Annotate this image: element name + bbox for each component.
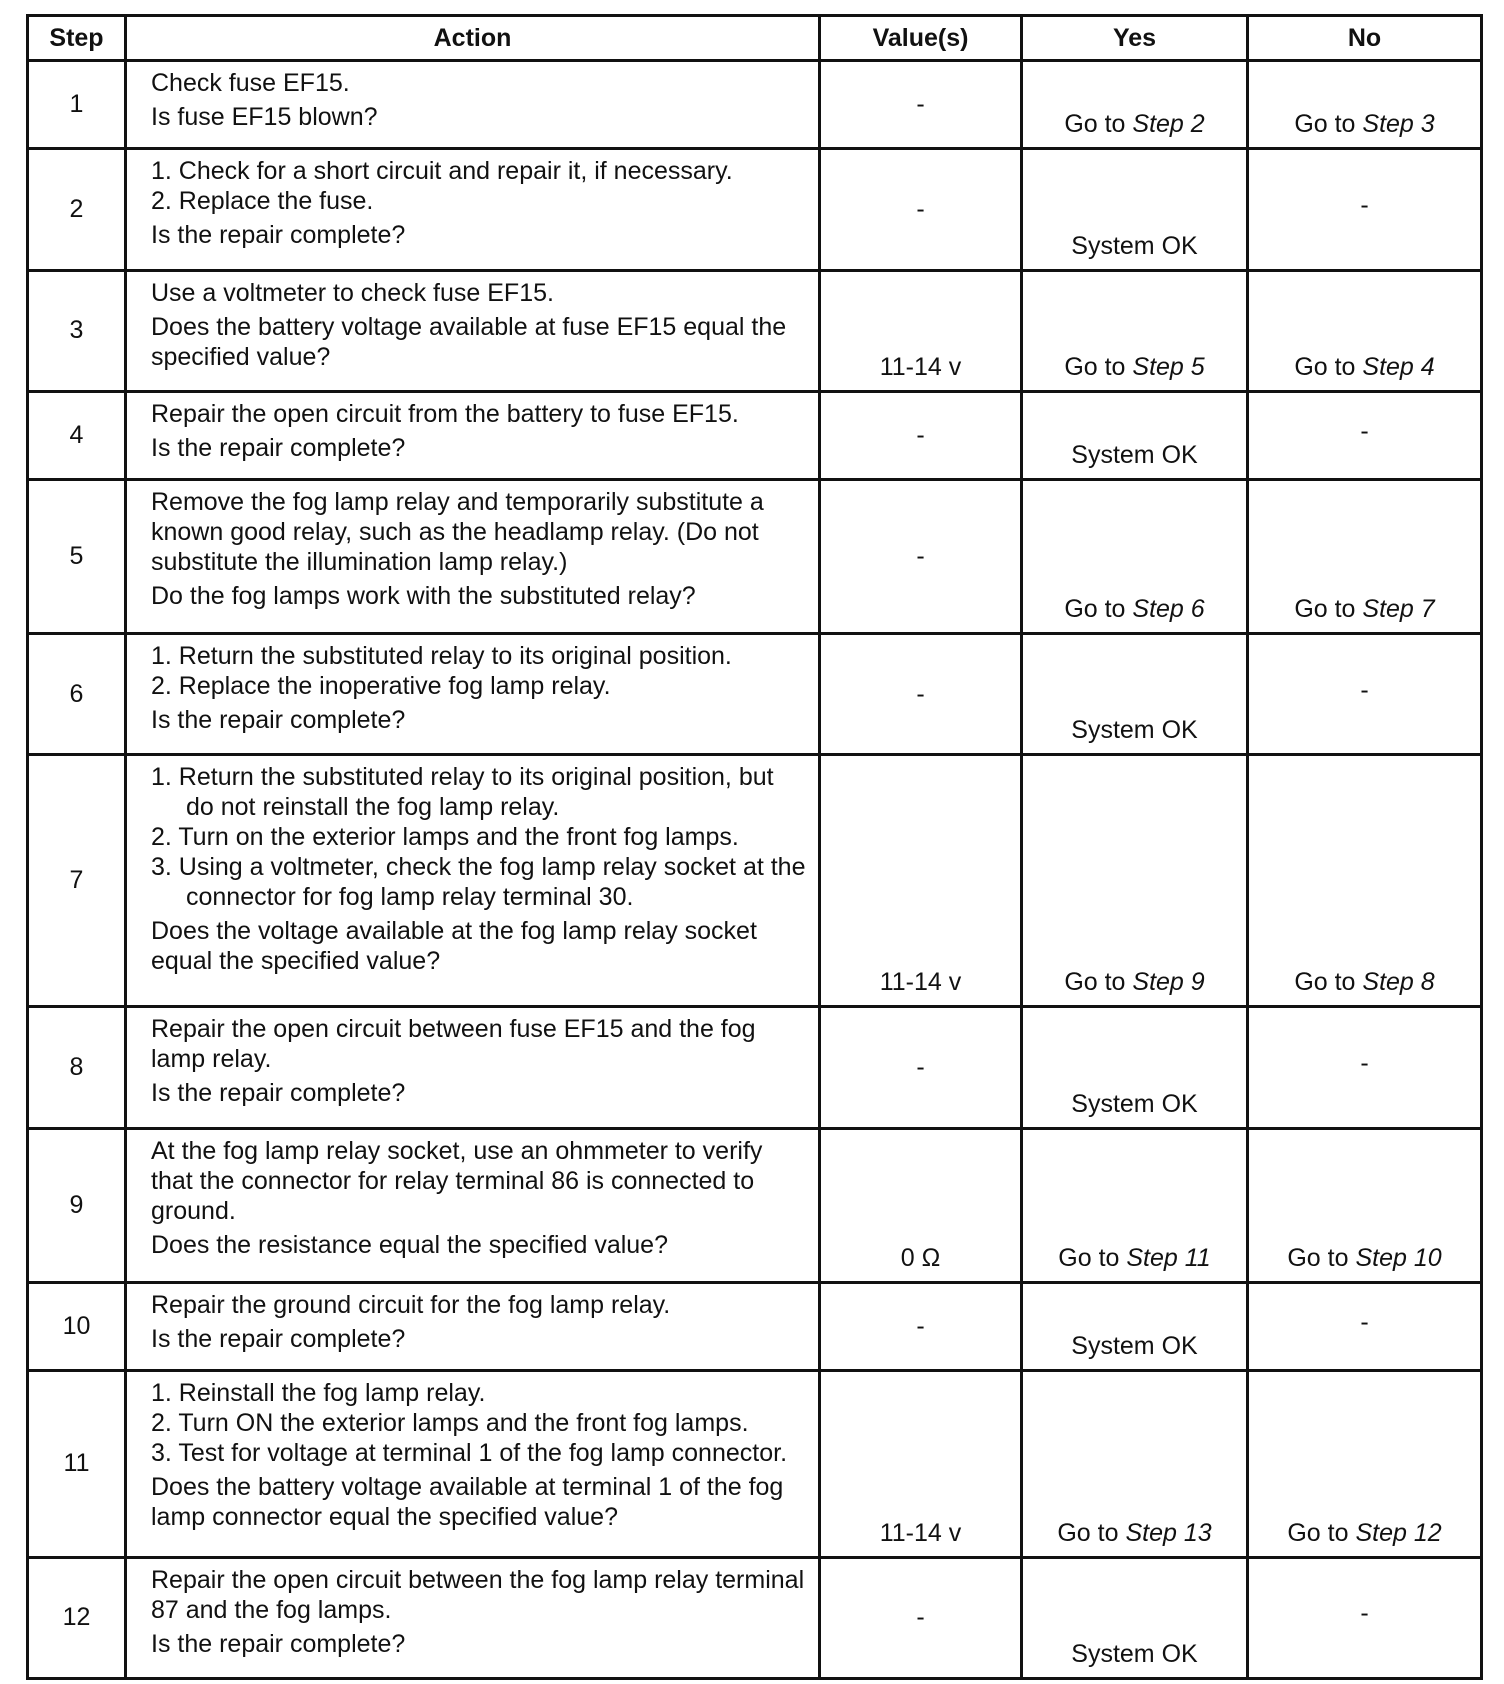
yes-prefix: Go to bbox=[1058, 1243, 1127, 1272]
action-cell bbox=[126, 391, 820, 479]
value-cell: 11-14 v bbox=[820, 755, 1022, 1007]
yes-cell bbox=[1022, 755, 1248, 1007]
yes-prefix: System OK bbox=[1071, 231, 1198, 260]
action-text: Repair the open circuit between the fog lamp relay terminal 87 and the fog lamps. bbox=[151, 1565, 805, 1624]
no-step-link: Step 8 bbox=[1362, 968, 1435, 997]
step-number: 5 bbox=[28, 480, 126, 634]
no-step-link: Step 3 bbox=[1362, 110, 1435, 139]
step-number: 7 bbox=[28, 755, 126, 1007]
yes-prefix: System OK bbox=[1071, 1089, 1198, 1118]
action-text: Repair the ground circuit for the fog lamp relay. bbox=[151, 1290, 671, 1319]
action-item: 1. Check for a short circuit and repair it, if necessary. bbox=[151, 157, 733, 186]
value-cell: - bbox=[820, 61, 1022, 149]
action-question: Is fuse EF15 blown? bbox=[151, 103, 378, 131]
action-item: 2. Replace the fuse. bbox=[151, 187, 374, 216]
no-cell bbox=[1248, 270, 1482, 391]
no-step-link: Step 7 bbox=[1362, 595, 1435, 624]
yes-cell bbox=[1022, 1007, 1248, 1128]
table-row bbox=[28, 270, 1482, 391]
action-item: 3. Using a voltmeter, check the fog lamp relay socket at the connector for fog lamp relay terminal 30. bbox=[151, 853, 806, 912]
yes-step-link: Step 2 bbox=[1132, 110, 1205, 139]
no-cell bbox=[1248, 1282, 1482, 1370]
step-number: 10 bbox=[28, 1282, 126, 1370]
value-cell: - bbox=[820, 1007, 1022, 1128]
yes-cell bbox=[1022, 391, 1248, 479]
yes-cell bbox=[1022, 480, 1248, 634]
diagnostic-table bbox=[26, 14, 1483, 1680]
action-cell bbox=[126, 149, 820, 270]
yes-cell bbox=[1022, 61, 1248, 149]
header-no: No bbox=[1248, 16, 1482, 61]
table-row bbox=[28, 1371, 1482, 1558]
no-prefix: Go to bbox=[1294, 110, 1363, 139]
value-cell: - bbox=[820, 1282, 1022, 1370]
no-prefix: Go to bbox=[1294, 968, 1363, 997]
action-text: Remove the fog lamp relay and temporarily substitute a known good relay, such as the headlamp relay. (Do not substitute the illumination lamp relay.) bbox=[151, 488, 764, 577]
yes-prefix: Go to bbox=[1057, 1518, 1126, 1547]
value-cell: 11-14 v bbox=[820, 270, 1022, 391]
yes-prefix: Go to bbox=[1064, 595, 1133, 624]
action-cell bbox=[126, 1007, 820, 1128]
yes-step-link: Step 13 bbox=[1125, 1518, 1212, 1547]
action-cell bbox=[126, 1282, 820, 1370]
action-item: 2. Turn on the exterior lamps and the front fog lamps. bbox=[151, 823, 739, 852]
action-text: At the fog lamp relay socket, use an ohmmeter to verify that the connector for relay terminal 86 is connected to ground. bbox=[151, 1136, 763, 1225]
yes-cell bbox=[1022, 634, 1248, 755]
action-cell bbox=[126, 1557, 820, 1678]
no-prefix: - bbox=[1360, 1599, 1369, 1628]
step-number: 6 bbox=[28, 634, 126, 755]
no-prefix: Go to bbox=[1294, 595, 1363, 624]
no-step-link: Step 12 bbox=[1355, 1518, 1442, 1547]
value-cell: - bbox=[820, 634, 1022, 755]
no-prefix: Go to bbox=[1287, 1243, 1356, 1272]
no-cell bbox=[1248, 480, 1482, 634]
step-number: 1 bbox=[28, 61, 126, 149]
table-row bbox=[28, 634, 1482, 755]
no-cell bbox=[1248, 755, 1482, 1007]
table-body bbox=[28, 61, 1482, 1679]
action-item: 2. Turn ON the exterior lamps and the front fog lamps. bbox=[151, 1409, 749, 1438]
action-question: Does the resistance equal the specified value? bbox=[151, 1230, 668, 1259]
table-row bbox=[28, 149, 1482, 270]
table-row bbox=[28, 1007, 1482, 1128]
table-row bbox=[28, 1128, 1482, 1282]
no-cell bbox=[1248, 391, 1482, 479]
table-row bbox=[28, 61, 1482, 149]
action-cell bbox=[126, 1371, 820, 1558]
action-question: Is the repair complete? bbox=[151, 1079, 406, 1108]
no-step-link: Step 10 bbox=[1355, 1243, 1442, 1272]
no-prefix: - bbox=[1360, 675, 1369, 704]
yes-prefix: Go to bbox=[1064, 968, 1133, 997]
yes-cell bbox=[1022, 1128, 1248, 1282]
action-question: Does the battery voltage available at fuse EF15 equal the specified value? bbox=[151, 312, 787, 371]
step-number: 11 bbox=[28, 1371, 126, 1558]
value-cell: - bbox=[820, 1557, 1022, 1678]
no-cell bbox=[1248, 634, 1482, 755]
yes-prefix: Go to bbox=[1064, 110, 1133, 139]
yes-cell bbox=[1022, 1557, 1248, 1678]
header-action: Action bbox=[126, 16, 820, 61]
header-yes: Yes bbox=[1022, 16, 1248, 61]
no-cell bbox=[1248, 149, 1482, 270]
action-text: Repair the open circuit from the battery to fuse EF15. bbox=[151, 399, 739, 428]
action-cell bbox=[126, 634, 820, 755]
action-question: Is the repair complete? bbox=[151, 1629, 406, 1658]
action-question: Is the repair complete? bbox=[151, 221, 406, 250]
value-cell: - bbox=[820, 391, 1022, 479]
step-number: 9 bbox=[28, 1128, 126, 1282]
no-prefix: - bbox=[1360, 191, 1369, 219]
action-item: 3. Test for voltage at terminal 1 of the fog lamp connector. bbox=[151, 1439, 788, 1468]
action-item: 1. Reinstall the fog lamp relay. bbox=[151, 1379, 486, 1408]
step-number: 4 bbox=[28, 391, 126, 479]
yes-prefix: System OK bbox=[1071, 1640, 1198, 1668]
action-question: Is the repair complete? bbox=[151, 433, 406, 462]
table-row bbox=[28, 1282, 1482, 1370]
table-row bbox=[28, 391, 1482, 479]
no-step-link: Step 4 bbox=[1362, 352, 1435, 381]
no-cell bbox=[1248, 61, 1482, 149]
no-cell bbox=[1248, 1007, 1482, 1128]
action-item: 1. Return the substituted relay to its original position. bbox=[151, 642, 732, 671]
value-cell: 11-14 v bbox=[820, 1371, 1022, 1558]
table-row bbox=[28, 480, 1482, 634]
action-item: 2. Replace the inoperative fog lamp relay. bbox=[151, 672, 611, 701]
action-text: Use a voltmeter to check fuse EF15. bbox=[151, 278, 554, 307]
no-prefix: Go to bbox=[1287, 1518, 1356, 1547]
yes-cell bbox=[1022, 270, 1248, 391]
step-number: 3 bbox=[28, 270, 126, 391]
no-cell bbox=[1248, 1557, 1482, 1678]
value-cell: 0 Ω bbox=[820, 1128, 1022, 1282]
yes-prefix: System OK bbox=[1071, 1332, 1198, 1361]
yes-step-link: Step 5 bbox=[1132, 352, 1205, 381]
step-number: 8 bbox=[28, 1007, 126, 1128]
no-prefix: - bbox=[1360, 1049, 1369, 1078]
no-prefix: - bbox=[1360, 1307, 1369, 1336]
table-row bbox=[28, 1557, 1482, 1678]
yes-step-link: Step 9 bbox=[1132, 968, 1205, 997]
action-text: Repair the open circuit between fuse EF15 and the fog lamp relay. bbox=[151, 1015, 756, 1074]
header-step: Step bbox=[28, 16, 126, 61]
action-cell bbox=[126, 270, 820, 391]
action-cell bbox=[126, 755, 820, 1007]
value-cell: - bbox=[820, 149, 1022, 270]
step-number: 12 bbox=[28, 1557, 126, 1678]
action-question: Does the battery voltage available at terminal 1 of the fog lamp connector equal the specified value? bbox=[151, 1473, 784, 1532]
action-cell bbox=[126, 1128, 820, 1282]
yes-step-link: Step 6 bbox=[1132, 595, 1205, 624]
action-item: 1. Return the substituted relay to its original position, but do not reinstall the fog lamp relay. bbox=[151, 763, 774, 822]
action-question: Do the fog lamps work with the substituted relay? bbox=[151, 582, 696, 611]
header-values: Value(s) bbox=[820, 16, 1022, 61]
value-cell: - bbox=[820, 480, 1022, 634]
table-row bbox=[28, 755, 1482, 1007]
header-row bbox=[28, 16, 1482, 61]
yes-cell bbox=[1022, 1371, 1248, 1558]
no-prefix: Go to bbox=[1294, 352, 1363, 381]
yes-prefix: System OK bbox=[1071, 716, 1198, 745]
yes-prefix: System OK bbox=[1071, 441, 1198, 470]
action-question: Does the voltage available at the fog lamp relay socket equal the specified value? bbox=[151, 917, 757, 976]
action-text: Check fuse EF15. bbox=[151, 69, 350, 97]
no-prefix: - bbox=[1360, 416, 1369, 445]
action-cell bbox=[126, 480, 820, 634]
action-question: Is the repair complete? bbox=[151, 706, 406, 735]
yes-cell bbox=[1022, 149, 1248, 270]
yes-cell bbox=[1022, 1282, 1248, 1370]
step-number: 2 bbox=[28, 149, 126, 270]
no-cell bbox=[1248, 1128, 1482, 1282]
no-cell bbox=[1248, 1371, 1482, 1558]
action-cell bbox=[126, 61, 820, 149]
action-question: Is the repair complete? bbox=[151, 1324, 406, 1353]
yes-prefix: Go to bbox=[1064, 352, 1133, 381]
yes-step-link: Step 11 bbox=[1126, 1243, 1211, 1272]
